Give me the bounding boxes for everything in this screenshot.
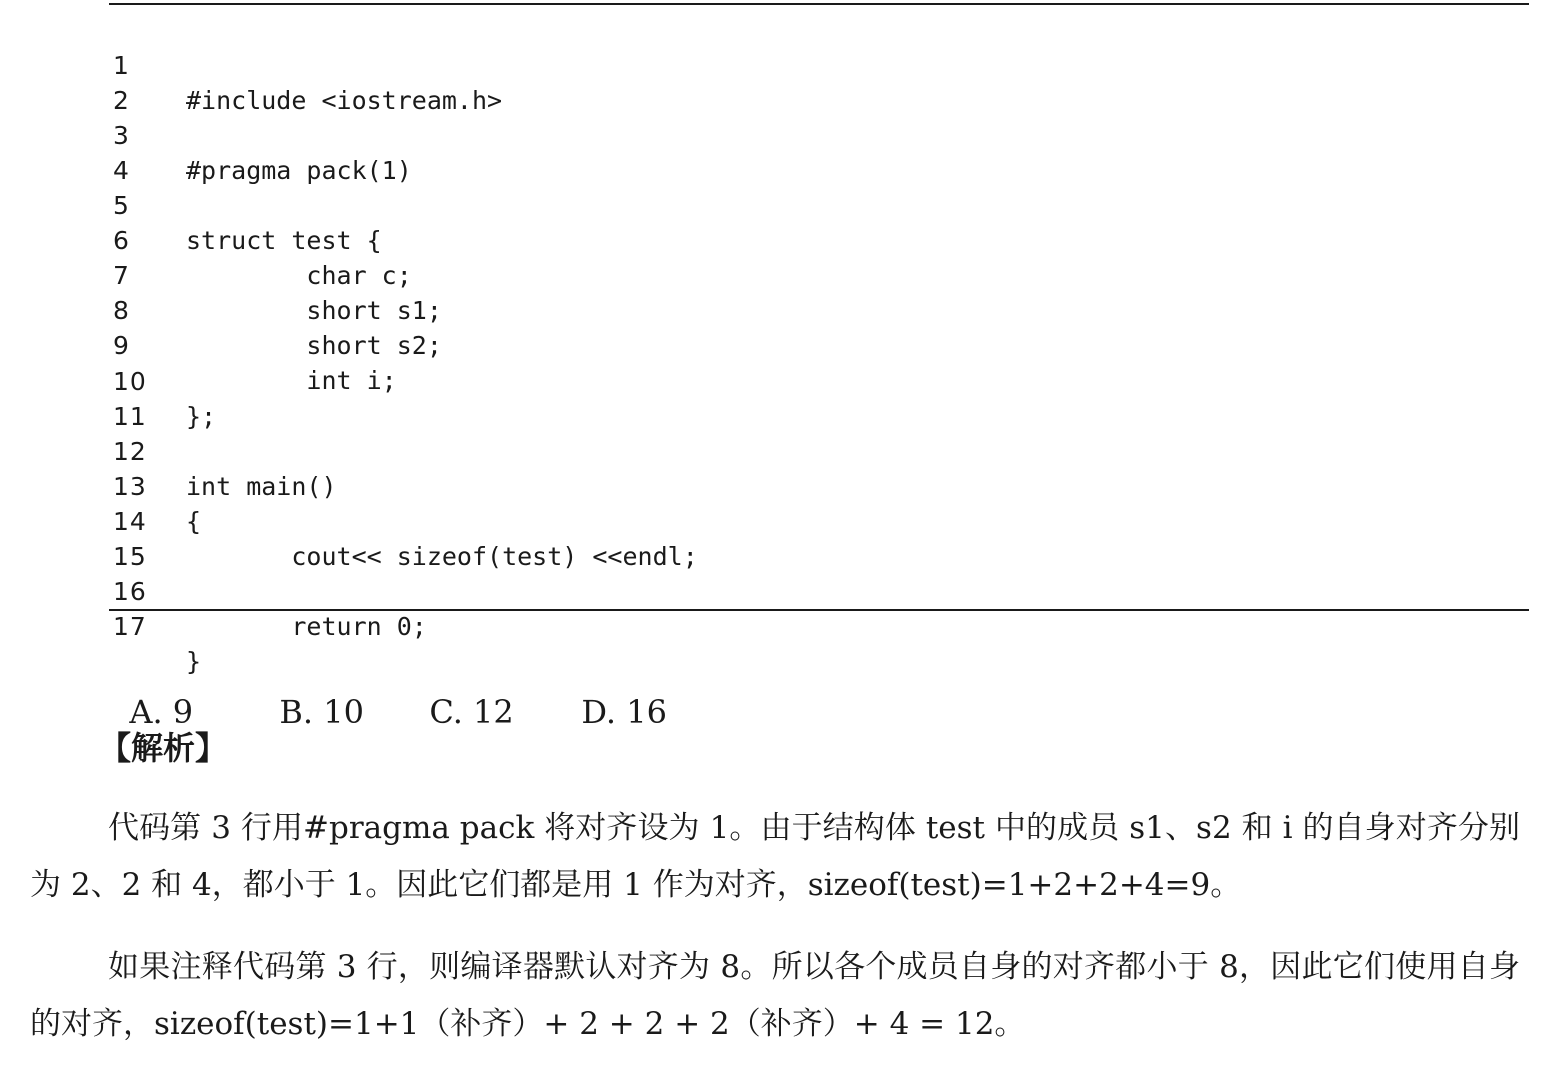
line-number: 7 — [113, 261, 130, 290]
line-number: 17 — [113, 612, 147, 641]
line-number: 8 — [113, 296, 130, 325]
line-code: return 0; — [186, 612, 427, 641]
line-number: 10 — [113, 367, 147, 396]
option-value: 9 — [172, 693, 194, 731]
line-code: short s1; — [186, 296, 442, 325]
line-number: 2 — [113, 86, 130, 115]
line-number: 4 — [113, 156, 130, 185]
analysis-paragraph: 如果注释代码第 3 行，则编译器默认对齐为 8。所以各个成员自身的对齐都小于 8，因此它们使用自身的对齐，sizeof(test)=1+1（补齐）+ 2 + 2 + 2（补齐）+ 4 = 12。 — [30, 949, 1520, 1042]
option-label: D. — [581, 693, 617, 731]
line-number: 9 — [113, 331, 130, 360]
line-code: struct test { — [186, 226, 382, 255]
line-number: 12 — [113, 437, 147, 466]
option-label: A. — [129, 693, 163, 731]
option-label: C. — [429, 693, 463, 731]
line-number: 15 — [113, 542, 147, 571]
line-number: 13 — [113, 472, 147, 501]
code-line — [109, 48, 130, 115]
option-value: 16 — [626, 693, 667, 731]
line-number: 14 — [113, 507, 147, 536]
line-code: } — [186, 647, 202, 676]
line-code: char c; — [186, 261, 412, 290]
analysis-heading: 【解析】 — [99, 729, 228, 767]
line-number: 6 — [113, 226, 130, 255]
answer-options — [109, 646, 667, 734]
option-b — [279, 690, 429, 734]
option-value: 12 — [473, 693, 514, 731]
line-code: { — [186, 507, 202, 536]
line-number: 5 — [113, 191, 130, 220]
line-number: 11 — [113, 402, 147, 431]
code-listing — [109, 3, 1529, 676]
code-line — [109, 13, 503, 115]
line-number: 3 — [113, 121, 130, 150]
line-code: short s2; — [186, 331, 442, 360]
option-c — [429, 690, 581, 734]
option-d — [581, 690, 667, 734]
option-value: 10 — [323, 693, 364, 731]
line-code: int main() — [186, 472, 337, 501]
analysis-paragraph: 代码第 3 行用#pragma pack 将对齐设为 1。由于结构体 test 中的成员 s1、s2 和 i 的自身对齐分别为 2、2 和 4，都小于 1。因此它们都是用 1 作为对齐，sizeof(test)=1+2+2+4=9。 — [30, 810, 1520, 903]
line-code: }; — [186, 402, 217, 431]
line-code: #pragma pack(1) — [186, 156, 412, 185]
code-line — [109, 118, 130, 185]
line-code: int i; — [186, 366, 397, 395]
line-code: #include <iostream.h> — [186, 86, 503, 115]
line-number: 1 — [113, 51, 130, 80]
line-code: cout<< sizeof(test) <<endl; — [186, 542, 698, 571]
line-number: 16 — [113, 577, 147, 606]
option-label: B. — [279, 693, 314, 731]
